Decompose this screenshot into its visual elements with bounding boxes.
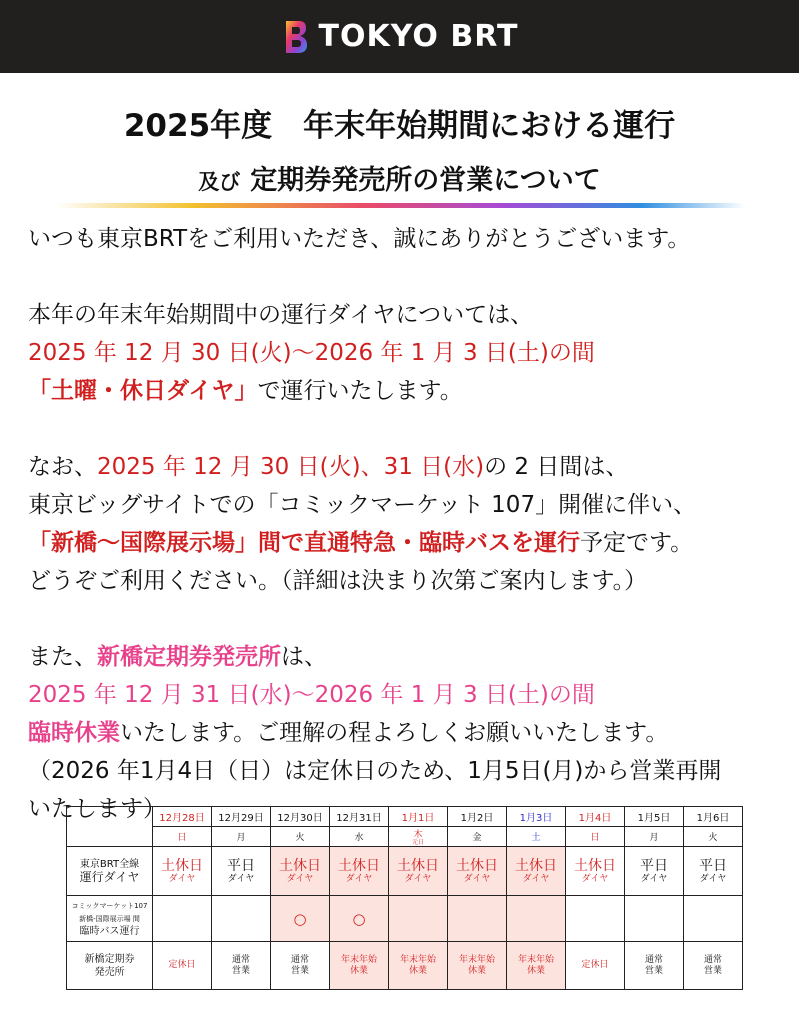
dow-cell [271,827,330,847]
date-cell: 1月4日 [566,807,625,827]
date-cell: 1月5日 [625,807,684,827]
p1-line3 [28,372,788,410]
p3-line3 [28,714,788,752]
sales-office-cell [389,942,448,990]
corner-cell [67,807,153,847]
sales-office-cell [625,942,684,990]
row-header-sales [67,942,153,990]
sales-office-cell [153,942,212,990]
p2-dates: 2025 年 12 月 30 日(火)、31 日(水) [97,454,485,480]
sales-status-l2: 休業 [349,965,368,976]
date-cell: 1月3日 [507,807,566,827]
holiday-note: 元日 [411,839,424,846]
diagram-type: 土休日 [338,857,380,874]
diagram-cell [330,847,389,896]
diagram-cell [153,847,212,896]
schedule-table [66,806,743,990]
p2-line1 [28,448,788,486]
sales-status-l2: 営業 [644,965,663,976]
p2-line1-a: なお、 [28,454,97,480]
sales-status-l2: 休業 [408,965,427,976]
diagram-type: 土休日 [515,857,557,874]
dow-label: 水 [354,833,364,843]
row-header-sales-l2: 発売所 [94,966,125,978]
date-row [67,807,743,827]
sales-row [67,942,743,990]
p3-line1 [28,638,788,676]
temporary-closure: 臨時休業 [28,720,120,746]
dow-label: 木 [413,830,423,840]
sales-status-l2: 営業 [703,965,722,976]
diagram-cell [212,847,271,896]
row-header-diagram [67,847,153,896]
sales-status-l2: 休業 [526,965,545,976]
diagram-suffix: ダイヤ [640,873,668,884]
notice-body [28,220,788,828]
p3-line1-a: また、 [28,644,97,670]
special-bus-cell: ○ [271,896,330,942]
page-subtitle [0,158,799,197]
p2-line2: 東京ビッグサイトでの「コミックマーケット 107」開催に伴い、 [28,492,697,518]
sales-status-l2: 営業 [290,965,309,976]
dow-cell [625,827,684,847]
diagram-type: 土休日 [574,857,616,874]
dow-cell [330,827,389,847]
row-header-special-l3: 臨時バス運行 [79,926,140,937]
dow-cell [507,827,566,847]
sales-status: 通常 [644,954,663,965]
row-header-special-l2: 新橋-国際展示場 間 [79,915,140,923]
sales-office-name: 新橋定期券発売所 [97,644,281,670]
logo-text: TOKYO BRT [318,19,519,54]
diagram-suffix: ダイヤ [345,873,373,884]
diagram-type: 平日 [640,857,668,874]
diagram-cell [271,847,330,896]
diagram-suffix: ダイヤ [404,873,432,884]
p2-line4: どうぞご利用ください。（詳細は決まり次第ご案内します。） [28,568,648,594]
sales-status: 定休日 [581,960,609,970]
special-bus-cell [684,896,743,942]
diagram-suffix: ダイヤ [699,873,727,884]
diagram-type: 平日 [699,857,727,874]
special-bus-cell [153,896,212,942]
p1-period: 2025 年 12 月 30 日(火)～2026 年 1 月 3 日(土)の間 [28,340,595,366]
row-header-diagram-l2: 運行ダイヤ [79,869,140,884]
special-bus-cell [212,896,271,942]
sales-status-l2: 営業 [231,965,250,976]
p2-line3 [28,524,788,562]
special-bus-text: 「新橋～国際展示場」間で直通特急・臨時バスを運行 [28,530,580,556]
diagram-type: 平日 [227,857,255,874]
sales-status: 年末年始 [517,954,554,965]
special-bus-cell [448,896,507,942]
date-cell: 12月31日 [330,807,389,827]
dow-label: 金 [472,833,482,843]
row-header-diagram-l1: 東京BRT全線 [79,858,140,870]
date-cell: 12月28日 [153,807,212,827]
p3-line1-c: は、 [281,644,327,670]
sales-office-cell [507,942,566,990]
dow-label: 日 [177,833,187,843]
sales-status: 年末年始 [399,954,436,965]
sales-status: 年末年始 [340,954,377,965]
sales-status: 通常 [703,954,722,965]
p3-line5: いたします） [28,796,166,822]
p3-line3-rest: いたします。ご理解の程よろしくお願いいたします。 [120,720,669,746]
diagram-cell [507,847,566,896]
date-cell: 12月30日 [271,807,330,827]
dow-cell [153,827,212,847]
diagram-suffix: ダイヤ [286,873,314,884]
special-bus-cell [566,896,625,942]
diagram-type: 土休日 [456,857,498,874]
sales-status: 定休日 [168,960,196,970]
p1-line1: 本年の年末年始期間中の運行ダイヤについては、 [28,302,534,328]
diagram-cell [566,847,625,896]
subtitle-prefix: 及び [198,170,241,194]
header-bar [0,0,799,73]
dow-cell [684,827,743,847]
dow-label: 月 [649,833,659,843]
page-title: 2025年度 年末年始期間における運行 [123,108,676,144]
special-row [67,896,743,942]
dow-row [67,827,743,847]
rainbow-divider [55,203,745,208]
brt-logo-icon [281,17,311,57]
diagram-cell [389,847,448,896]
dow-cell [212,827,271,847]
diagram-suffix: ダイヤ [522,873,550,884]
sales-office-cell [684,942,743,990]
row-header-special [67,896,153,942]
logo[interactable] [281,17,519,57]
sales-status-l2: 休業 [467,965,486,976]
date-cell: 1月6日 [684,807,743,827]
diagram-cell [684,847,743,896]
p2-line3-rest: 予定です。 [580,530,694,556]
dow-label: 火 [295,833,305,843]
sales-office-cell [212,942,271,990]
diagram-cell [625,847,684,896]
row-header-special-l1: コミックマーケット107 [71,902,148,910]
special-bus-cell [389,896,448,942]
p1-line3-rest: で運行いたします。 [257,378,463,404]
dow-label: 土 [531,833,541,843]
diagram-cell [448,847,507,896]
special-bus-cell [625,896,684,942]
dow-label: 火 [708,833,718,843]
dow-label: 日 [590,833,600,843]
diagram-suffix: ダイヤ [227,873,255,884]
greeting: いつも東京BRTをご利用いただき、誠にありがとうございます。 [28,226,691,252]
dow-cell [389,827,448,847]
sales-office-cell [448,942,507,990]
special-bus-cell [507,896,566,942]
sales-office-cell [271,942,330,990]
sales-status: 通常 [290,954,309,965]
date-cell: 12月29日 [212,807,271,827]
diagram-suffix: ダイヤ [168,873,196,884]
dow-cell [566,827,625,847]
sales-status: 年末年始 [458,954,495,965]
dow-label: 月 [236,833,246,843]
weekend-diagram: 「土曜・休日ダイヤ」 [28,378,258,404]
sales-office-cell [330,942,389,990]
diagram-type: 土休日 [279,857,321,874]
p3-period: 2025 年 12 月 31 日(水)～2026 年 1 月 3 日(土)の間 [28,682,595,708]
diagram-type: 土休日 [161,857,203,874]
special-bus-cell: ○ [330,896,389,942]
sales-status: 通常 [231,954,250,965]
row-header-sales-l1: 新橋定期券 [84,953,135,965]
diagram-suffix: ダイヤ [463,873,491,884]
p2-line1-c: の 2 日間は、 [484,454,629,480]
sales-office-cell [566,942,625,990]
diagram-suffix: ダイヤ [581,873,609,884]
p3-line4: （2026 年1月4日（日）は定休日のため、1月5日(月)から営業再開 [28,758,722,784]
date-cell: 1月1日 [389,807,448,827]
diagram-type: 土休日 [397,857,439,874]
subtitle-main: 定期券発売所の営業について [250,165,601,196]
dow-cell [448,827,507,847]
date-cell: 1月2日 [448,807,507,827]
diagram-row [67,847,743,896]
